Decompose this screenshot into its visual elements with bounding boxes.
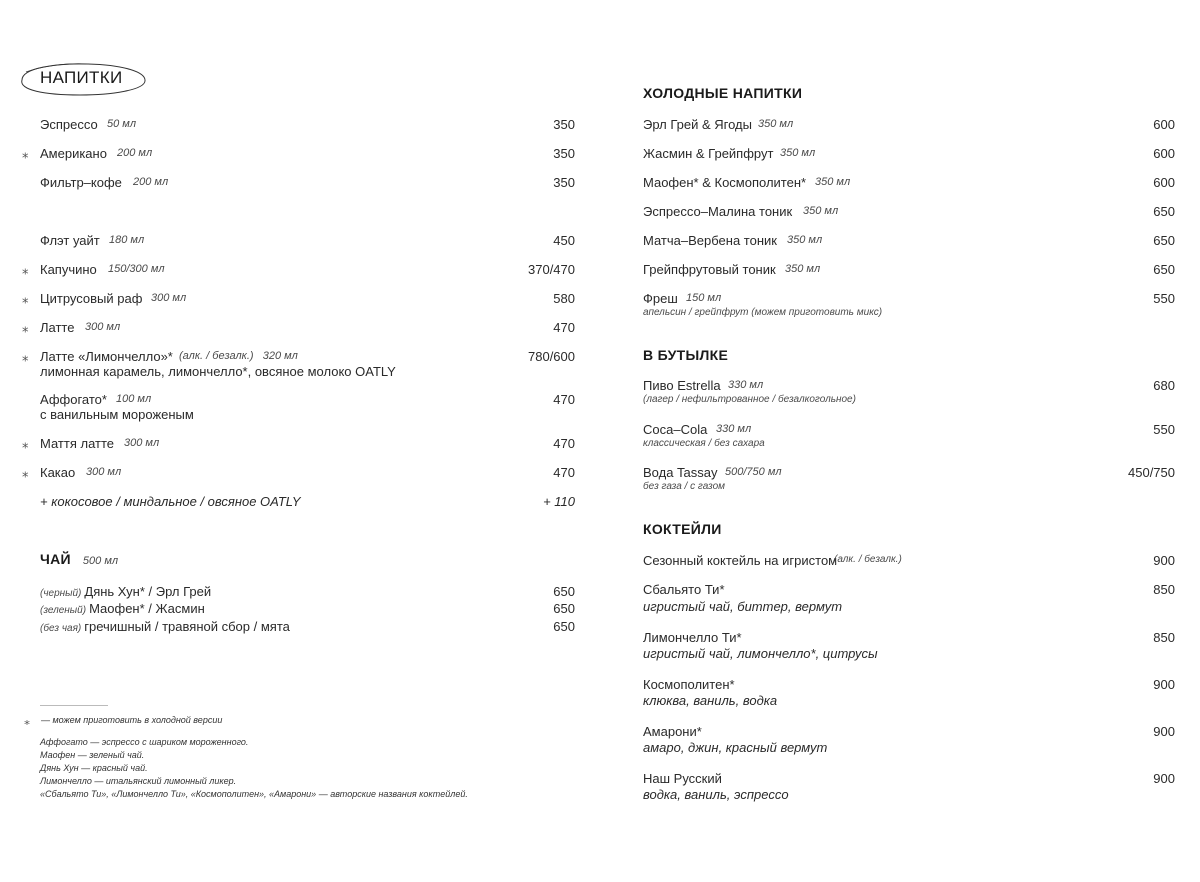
item-name: Пиво Estrella bbox=[643, 378, 721, 393]
cold-version-star-icon: ⁎ bbox=[22, 320, 29, 335]
item-name: Цитрусовый раф bbox=[40, 291, 143, 306]
item-volume: 150 мл bbox=[686, 292, 722, 304]
item-name: Какао bbox=[40, 465, 76, 480]
item-volume: 300 мл bbox=[85, 321, 121, 333]
item-name: Вода Tassay bbox=[643, 465, 718, 480]
item-price: 780/600 bbox=[528, 349, 575, 364]
item-volume: 350 мл bbox=[785, 263, 821, 275]
footnote-line: «Сбальято Ти», «Лимончелло Ти», «Космополитен», «Амарони» — авторские названия коктейлей. bbox=[40, 789, 468, 799]
item-name: Маття латте bbox=[40, 436, 115, 451]
item-price: 650 bbox=[553, 601, 575, 616]
item-price: 650 bbox=[1153, 262, 1175, 277]
item-volume: 350 мл bbox=[803, 205, 839, 217]
item-name: Амарони* bbox=[643, 724, 702, 739]
cold-version-star-icon: ⁎ bbox=[22, 465, 29, 480]
item-name: Сезонный коктейль на игристом bbox=[643, 553, 838, 568]
item-name: Фильтр–кофе bbox=[40, 175, 122, 190]
item-name: Наш Русский bbox=[643, 771, 722, 786]
item-price: 600 bbox=[1153, 117, 1175, 132]
addon-price: + 110 bbox=[543, 494, 575, 509]
item-name: Жасмин & Грейпфрут bbox=[643, 146, 774, 161]
tea-type: (черный) bbox=[40, 588, 82, 599]
item-price: 370/470 bbox=[528, 262, 575, 277]
cold-version-star-icon: ⁎ bbox=[22, 146, 29, 161]
item-price: 850 bbox=[1153, 630, 1175, 645]
footnote-line: Лимончелло — итальянский лимонный ликер. bbox=[40, 776, 237, 786]
item-name: Coca–Cola bbox=[643, 422, 708, 437]
item-price: 350 bbox=[553, 146, 575, 161]
item-price: 680 bbox=[1153, 378, 1175, 393]
item-name: Фреш bbox=[643, 291, 678, 306]
item-name: Грейпфрутовый тоник bbox=[643, 262, 776, 277]
item-name: Маофен* / Жасмин bbox=[89, 601, 205, 616]
item-volume: 180 мл bbox=[109, 234, 145, 246]
item-description: игристый чай, биттер, вермут bbox=[643, 599, 843, 614]
tea-section-header bbox=[40, 551, 118, 569]
item-volume: 300 мл bbox=[151, 292, 187, 304]
item-description: клюква, ваниль, водка bbox=[643, 693, 778, 708]
item-price: 470 bbox=[553, 436, 575, 451]
item-price: 650 bbox=[1153, 204, 1175, 219]
item-description: водка, ваниль, эспрессо bbox=[643, 787, 789, 802]
item-name: Флэт уайт bbox=[40, 233, 100, 248]
cold-version-star-icon: ⁎ bbox=[22, 349, 29, 364]
section-volume: 500 мл bbox=[82, 555, 119, 567]
item-description: апельсин / грейпфрут (можем приготовить микс) bbox=[643, 307, 883, 318]
item-name: Аффогато* bbox=[40, 392, 107, 407]
cold-version-star-icon: ⁎ bbox=[22, 262, 29, 277]
item-name: Капучино bbox=[40, 262, 97, 277]
item-name: Лимончелло Ти* bbox=[643, 630, 742, 645]
item-volume: 50 мл bbox=[107, 118, 137, 130]
item-volume: 350 мл bbox=[758, 118, 794, 130]
addon-text: + кокосовое / миндальное / овсяное OATLY bbox=[40, 494, 301, 509]
item-name: Маофен* & Космополитен* bbox=[643, 175, 807, 190]
item-volume: 200 мл bbox=[117, 147, 153, 159]
item-description: амаро, джин, красный вермут bbox=[643, 740, 828, 755]
item-description: с ванильным мороженым bbox=[40, 407, 194, 422]
footnote-line: Маофен — зеленый чай. bbox=[40, 750, 145, 760]
item-price: 650 bbox=[553, 619, 575, 634]
menu-title: НАПИТКИ bbox=[40, 68, 123, 87]
item-volume: 500/750 мл bbox=[725, 466, 782, 478]
item-price: 650 bbox=[553, 584, 575, 599]
item-price: 900 bbox=[1153, 677, 1175, 692]
item-volume: 350 мл bbox=[787, 234, 823, 246]
item-volume: 300 мл bbox=[124, 437, 160, 449]
cold-version-star-icon: ⁎ bbox=[24, 714, 30, 728]
footnote-divider bbox=[40, 705, 108, 706]
item-volume: 300 мл bbox=[86, 466, 122, 478]
item-volume: 350 мл bbox=[815, 176, 851, 188]
item-price: 550 bbox=[1153, 422, 1175, 437]
item-price: 580 bbox=[553, 291, 575, 306]
cold-drinks-title: ХОЛОДНЫЕ НАПИТКИ bbox=[643, 85, 803, 101]
item-description: игристый чай, лимончелло*, цитрусы bbox=[643, 646, 878, 661]
item-name: Эспрессо bbox=[40, 117, 98, 132]
tea-type: (без чая) bbox=[40, 623, 82, 634]
footnote-line: Аффогато — эспрессо с шариком мороженного. bbox=[40, 737, 249, 747]
item-price: 600 bbox=[1153, 175, 1175, 190]
item-name: гречишный / травяной сбор / мята bbox=[84, 619, 290, 634]
item-name: Сбальято Ти* bbox=[643, 582, 725, 597]
footnote-line: Дянь Хун — красный чай. bbox=[40, 763, 148, 773]
item-name: Матча–Вербена тоник bbox=[643, 233, 777, 248]
item-volume: 100 мл bbox=[116, 393, 152, 405]
item-price: 450 bbox=[553, 233, 575, 248]
item-name: Эспрессо–Малина тоник bbox=[643, 204, 793, 219]
item-volume: 150/300 мл bbox=[108, 263, 165, 275]
item-volume: 330 мл bbox=[728, 379, 764, 391]
item-name: Эрл Грей & Ягоды bbox=[643, 117, 752, 132]
item-price: 350 bbox=[553, 117, 575, 132]
item-volume: 350 мл bbox=[780, 147, 816, 159]
item-volume: (алк. / безалк.) 320 мл bbox=[179, 350, 298, 362]
item-price: 470 bbox=[553, 392, 575, 407]
item-price: 450/750 bbox=[1128, 465, 1175, 480]
item-price: 470 bbox=[553, 320, 575, 335]
item-name: Космополитен* bbox=[643, 677, 735, 692]
item-name: Латте «Лимончелло»* bbox=[40, 349, 173, 364]
item-description: лимонная карамель, лимончелло*, овсяное молоко OATLY bbox=[40, 364, 396, 379]
item-price: 550 bbox=[1153, 291, 1175, 306]
item-description: (лагер / нефильтрованное / безалкогольное) bbox=[643, 394, 856, 405]
cold-version-star-icon: ⁎ bbox=[22, 436, 29, 451]
item-name: Американо bbox=[40, 146, 107, 161]
cocktails-title: КОКТЕЙЛИ bbox=[643, 521, 722, 537]
tea-type: (зеленый) bbox=[40, 605, 87, 616]
item-price: 650 bbox=[1153, 233, 1175, 248]
item-volume: 330 мл bbox=[716, 423, 752, 435]
item-price: 900 bbox=[1153, 553, 1175, 568]
section-title: ЧАЙ bbox=[40, 551, 71, 567]
item-price: 350 bbox=[553, 175, 575, 190]
bottle-title: В БУТЫЛКЕ bbox=[643, 347, 729, 363]
item-price: 850 bbox=[1153, 582, 1175, 597]
cold-version-star-icon: ⁎ bbox=[22, 291, 29, 306]
item-volume: (алк. / безалк.) bbox=[834, 554, 902, 565]
item-description: без газа / с газом bbox=[643, 481, 725, 492]
item-price: 600 bbox=[1153, 146, 1175, 161]
item-description: классическая / без сахара bbox=[643, 438, 765, 449]
item-price: 470 bbox=[553, 465, 575, 480]
item-name: Латте bbox=[40, 320, 75, 335]
star-note-text: — можем приготовить в холодной версии bbox=[41, 715, 223, 725]
item-price: 900 bbox=[1153, 724, 1175, 739]
item-volume: 200 мл bbox=[133, 176, 169, 188]
item-price: 900 bbox=[1153, 771, 1175, 786]
item-name: Дянь Хун* / Эрл Грей bbox=[84, 584, 212, 599]
